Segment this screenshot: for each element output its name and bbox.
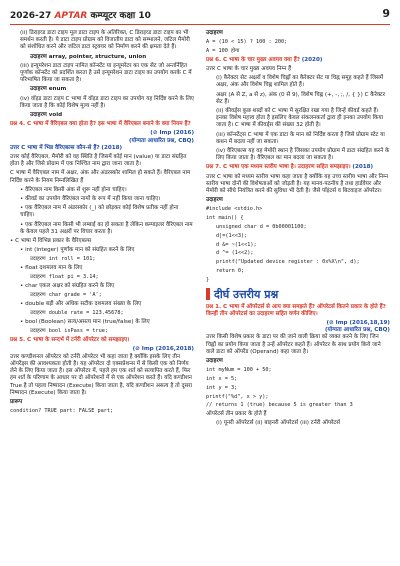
question-cite: (योग्यता आधारित प्रश्न, CBQ) xyxy=(128,137,194,144)
code-line: उदाहरण double rate = 123.45678; xyxy=(30,310,124,317)
code-line: // returns 1 (true) because 5 is greater than 3 xyxy=(206,402,353,409)
paragraph: ऑपरेटर्स तीन प्रकार के होते हैं xyxy=(206,411,267,418)
list-item: • float दशमलव मान के लिए xyxy=(20,265,83,272)
list-item: • एक वैरिएबल नाम में अंडरस्कोर (_) को छोड़कर कोई विशेष प्रतीक नहीं होना चाहिए। xyxy=(20,205,179,219)
answer: उत्तर किसी विशेष प्रकार के डाटा पर की जाने वाली क्रिया को व्यक्त करने के लिए जिन चिह्नों का प्रयोग किया जाता है उन्हें ऑपरेटर कहते हैं। ऑपरेटर के साथ प्रयोग किये जाने वाले डाटा को ऑपरेंड (Operand) कहा जाता है। xyxy=(206,334,381,355)
code-line: int main() { xyxy=(206,215,244,222)
answer: उत्तर C भाषा के चार मुख्य अवयव निम्न हैं xyxy=(206,66,292,72)
long-question-1: प्रश्न 1. C भाषा में ऑपरेटर्स से आप क्या समझते हैं? ऑपरेटर्स कितने प्रकार के होते हैं? किन्हीं तीन ऑपरेटर्स का उदाहरण सहित वर्णन कीजिए। xyxy=(206,303,386,317)
list-item: (iii) कॉन्स्टेंट्स C भाषा में एक डाटा के मान को निर्दिष्ट करता है जिसे प्रोग्राम स्टेट या कथन में बदला नहीं जा सकता। xyxy=(216,131,385,145)
list-item: • एक वैरिएबल नाम किसी भी लम्बाई का हो सकता है लेकिन कम्पाइलर वैरिएबल नाम के केवल पहले 31 अक्षरों पर विचार करता है। xyxy=(20,221,193,235)
code-line: printf("Updated device register : 0x%X\n", d); xyxy=(216,259,360,266)
header-subject: कम्प्यूटर कक्षा 10 xyxy=(90,11,151,21)
question-text: प्रश्न 7. C भाषा एक मध्यम स्तरीय भाषा है। उदाहरण सहित समझाइए। xyxy=(206,164,351,171)
section-bar xyxy=(206,288,210,300)
header-title xyxy=(10,8,151,21)
code-line: #include <stdio.h> xyxy=(206,206,263,213)
code-line: d ^= (1<<2); xyxy=(216,250,254,257)
list-item: (iv) वैरिएबल्स यह वह मेमोरी स्थान है जिसका उपयोग प्रोग्राम में डाटा संग्रहित करने के लिए किया जाता है। वैरिएबल का मान बदला जा सकता है। xyxy=(216,148,390,162)
answer: उत्तर कोई वैरिएबल, मैमोरी को वह स्थिति है जिसमें कोई मान (value) या डाटा संग्रहित होता है और जिसे प्रोग्राम में एक निश्चित नाम द्वारा जाना जाता है। xyxy=(10,154,187,168)
question-4: प्रश्न 4. C भाषा में वैरिएबल क्या होता है? इस भाषा में वैरिएबल बनाने के क्या नियम हैं? xyxy=(10,121,191,128)
paragraph: (ii) डिराइव्ड डाटा टाइप मूल डाटा टाइप के अतिरिक्त, C डिराइव्ड डाटा टाइप का भी समर्थन करती है। ये डाटा टाइप प्रोग्राम को विजातीय डाटा को सम्भालने, जटिल मैमोरी को संशोधित करने और जटिल डाटा स्ट्रक्चर को निर्माण करने की क्षमता देते हैं। xyxy=(20,30,190,51)
example-label: उदाहरण xyxy=(206,197,223,204)
paragraph: (iv) वॉइड डाटा टाइप C भाषा में वॉइड डाटा टाइप का उपयोग यह निर्दिष्ट करने के लिए किया जाता है कि कोई विशेष मूल्य नहीं है। xyxy=(20,95,194,109)
alt-question-text: उत्तर C भाषा में भिन्न वैरिएबल्स कौन-से हैं? xyxy=(10,144,100,151)
code-line: unsigned char d = 0b00001100; xyxy=(216,224,307,231)
header-year: 2026-27 xyxy=(10,11,52,21)
code-line: उदाहरण bool isPass = true; xyxy=(30,328,109,335)
example-line: उदाहरण void xyxy=(30,112,63,119)
list-item: • bool (Boolean) सत्य/असत्य मान (true/false) के लिए xyxy=(20,319,150,326)
list-item: (i) कैरेक्टर सेट अक्षरों व विशेष चिह्नों का कैरेक्टर सेट या चिह्न समूह कहते हैं जिसमें अक्षर, अंक और विशेष चिह्न शामिल होते हैं। xyxy=(216,75,384,89)
example-line: उदाहरण enum xyxy=(30,86,67,93)
year-tag: (2020) xyxy=(301,56,323,63)
example-line: उदाहरण array, pointer, structure, union xyxy=(30,53,147,60)
left-column xyxy=(10,30,194,417)
paragraph: (iii) इन्यूमरेशन डाटा टाइप नामित कॉन्स्टेंट या इन्यूमरेटर का एक सेट जो अन्तर्निहित पूर्णांक कॉन्स्टेंट को प्रदर्शित करता है उसे इन्यूमरेशन डाटा टाइप का उपयोग करके C में परिभाषित किया जा सकता है। xyxy=(20,62,192,84)
list-item: अक्षर (A से Z, a से z), अंक (0 से 9), विशेष चिह्न (+, -, ;, /, { }) C कैरेक्टर सेट हैं। xyxy=(216,91,386,105)
answer: उत्तर कण्डीशनल ऑपरेटर को टर्नरी ऑपरेटर भी कहा जाता है क्योंकि इसके लिए तीन ऑपरेंड्स की आवश्यकता होती है। यह ऑपरेटर दो एक्सप्रेशन्स में से किसी एक को निर्णय लेने के लिए किया जाता है। इस ऑपरेटर में, पहले हम एक शर्त को सत्यापित करते हैं, फिर हम शर्त के परिणाम के आधार पर दो ऑपरेशनों में से एक ऑपरेशन करते हैं। यदि कण्डीशन True है तो पहला निष्पादन (Execute) किया जाता है, यदि कण्डीशन असत्य है तो दूसरा निष्पादन (Execute) किया जाता है। xyxy=(10,353,192,396)
code-line: A = (10 < 15) ? 100 : 200; xyxy=(206,39,288,46)
code-line: d &= ~(1<<1); xyxy=(216,241,257,248)
code-line: return 0; xyxy=(216,268,245,275)
code-line: condition? TRUE part: FALSE part; xyxy=(10,408,114,415)
question-cite: (⊘ Imp (2016) xyxy=(150,130,194,137)
list-item: • वैरिएबल नाम किसी अंक से शुरू नहीं होना चाहिए। xyxy=(20,186,127,193)
example-label: उदाहरण xyxy=(206,358,223,365)
list-item: (ii) कीवर्ड्स कुछ शब्दों को C भाषा में सुरक्षित रखा गया है जिन्हें कीवर्ड कहते हैं। इनका विशेष महत्त्व होता है इसलिए केवल संकलनकर्ता द्वारा ही इनका उपयोग किया जाता है। C भाषा में कीवर्ड्स की संख्या 32 होती है। xyxy=(216,108,384,129)
section-heading-text: दीर्घ उत्तरीय प्रश्न xyxy=(214,287,279,301)
year-tag: (2018) xyxy=(352,164,374,171)
right-column xyxy=(206,30,390,430)
list-item: • कीवर्ड का उपयोग वैरिएबल नामों के रूप में नहीं किया जाना चाहिए। xyxy=(20,196,161,203)
code-line: int x = 5; xyxy=(206,376,238,383)
code-line: printf("%d", x > y); xyxy=(206,393,269,400)
year-tag: (2018) xyxy=(101,144,123,151)
syntax-label: प्रारूप xyxy=(10,398,23,405)
code-line: उदाहरण float pi = 3.14; xyxy=(30,274,99,281)
question-cite: (योग्यता आधारित प्रश्न, CBQ) xyxy=(324,327,390,334)
code-line: int myNum = 100 + 50; xyxy=(206,367,272,374)
header-divider xyxy=(10,24,390,25)
paragraph: • C भाषा में विभिन्न प्रकार के वैरिएबल्स xyxy=(10,238,92,245)
list-item: (i) यूनरी ऑपरेटर्स (ii) बाइनरी ऑपरेटर्स (iii) टर्नरी ऑपरेटर्स xyxy=(216,420,340,427)
question-cite: (⊘ Imp (2016,18,19) xyxy=(326,320,390,327)
list-item: • char एकल अक्षर को संग्रहित करने के लिए xyxy=(20,283,115,290)
section-heading xyxy=(206,288,390,301)
list-item: • double बड़ी और अधिक सटीक दशमलव संख्या के लिए xyxy=(20,301,142,308)
paragraph: C भाषा में वैरिएबल नाम में अक्षर, अंक और अंडरस्कोर शामिल हो सकते हैं। वैरिएबल नाम निर्दिष्ट करने के नियम निम्नलिखित हैं xyxy=(10,170,191,184)
alt-question xyxy=(10,145,194,152)
page-number: 9 xyxy=(382,7,390,20)
code-line: } xyxy=(206,276,210,283)
question-cite: (⊘ Imp (2016,2018) xyxy=(132,346,194,353)
example-label: उदाहरण xyxy=(206,30,223,36)
question-text: प्रश्न 6. C भाषा के चार मुख्य अवयव क्या हैं? xyxy=(206,56,300,63)
brand-logo: APTAR xyxy=(54,11,88,21)
page-header xyxy=(10,8,390,24)
list-item: • int (integer) पूर्णांक मान को संग्रहित करने के लिए xyxy=(20,247,135,254)
code-line: उदाहरण char grade = 'A'; xyxy=(30,292,102,299)
code-line: int y = 3; xyxy=(206,384,238,391)
answer: उत्तर C भाषा को मध्यम स्तरीय भाषा कहा जाता है क्योंकि यह उच्च स्तरीय भाषा और निम्न स्तरीय भाषा दोनों की विशेषताओं को जोड़ती है। यह मानव-पठनीय है तथा हार्डवेयर और मेमोरी को सीधे नियंत्रित करने की सुविधा भी देती है। जैसे पॉइंटर्स व बिटवाइज ऑपरेटर। xyxy=(206,173,389,195)
code-line: A = 100 होगा xyxy=(206,48,240,54)
code-line: d|=(1<<3); xyxy=(216,232,248,239)
question-6 xyxy=(206,57,390,64)
question-5: प्रश्न 5. C भाषा के सन्दर्भ में टर्नरी ऑपरेटर को समझाइए। xyxy=(10,337,130,344)
code-line: उदाहरण int roll = 101; xyxy=(30,256,96,263)
question-7 xyxy=(206,164,390,171)
